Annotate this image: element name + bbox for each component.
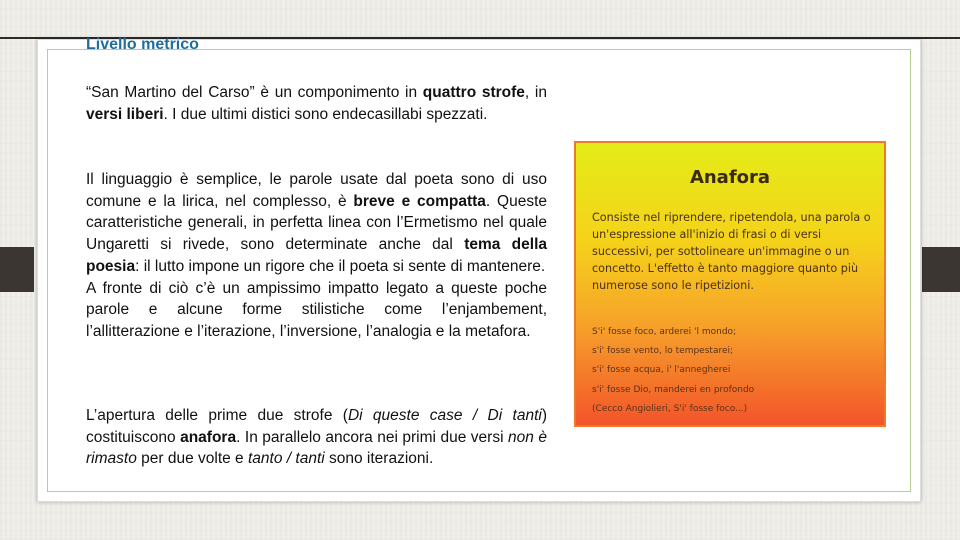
left-decorative-tab (0, 247, 34, 292)
bold-breve-compatta: breve e compatta (353, 192, 486, 210)
anafora-definition-box (574, 141, 886, 427)
verse-line: S'i' fosse foco, arderei 'l mondo; (592, 327, 737, 337)
anafora-title: Anafora (689, 167, 771, 188)
paragraph-language: Il linguaggio è semplice, le parole usate dal poeta sono di uso comune e la lirica, nel complesso, è breve e compatta. Queste caratteristiche generali, in perfetta linea con l’Ermetismo nel quale Ungaretti si rivede, sono determinate anche dal tema della poesia: il lutto impone un rigore che il poeta si sente di mantenere. A fronte di ciò c’è un ampissimo impatto legato a queste poche parole e alcune forme stilistiche come l’enjambement, l’allitterazione e l’iterazione, l’inversione, l’analogia e la metafora. (86, 171, 548, 340)
bold-anafora: anafora (180, 428, 237, 446)
anafora-definition: Consiste nel riprendere, ripetendola, una parola o un'espressione all'inizio di frasi o di versi successivi, per sottolineare un'immagine o un concetto. L'effetto è tanto maggiore quanto più numerose sono le ripetizioni. (592, 211, 871, 292)
verse-line: s'i' fosse acqua, i' l'annegherei (592, 365, 731, 376)
paragraph-metrics: “San Martino del Carso” è un componimento in quattro strofe, in versi liberi. I due ultimi distici sono endecasillabi spezzati. (86, 84, 547, 123)
content-card (37, 36, 921, 502)
paragraph-anaphora: L’apertura delle prime due strofe (Di queste case / Di tanti) costituiscono anafora. In parallelo ancora nei primi due versi non è rimasto per due volte e tanto / tanti sono iterazioni. (86, 407, 547, 468)
verse-line: s'i' fosse Dio, manderei en profondo (592, 384, 755, 395)
verse-line: s'i' fosse vento, lo tempestarei; (592, 346, 734, 357)
verse-citation: (Cecco Angiolieri, S'i' fosse foco...) (592, 403, 748, 414)
bold-versi-liberi: versi liberi (86, 105, 164, 123)
bold-quattro-strofe: quattro strofe (422, 84, 525, 101)
anafora-verses (592, 323, 874, 419)
page-title: Livello metrico (86, 36, 199, 53)
bold-tema-poesia: tema della poesia (86, 236, 548, 275)
right-decorative-tab (922, 247, 960, 292)
